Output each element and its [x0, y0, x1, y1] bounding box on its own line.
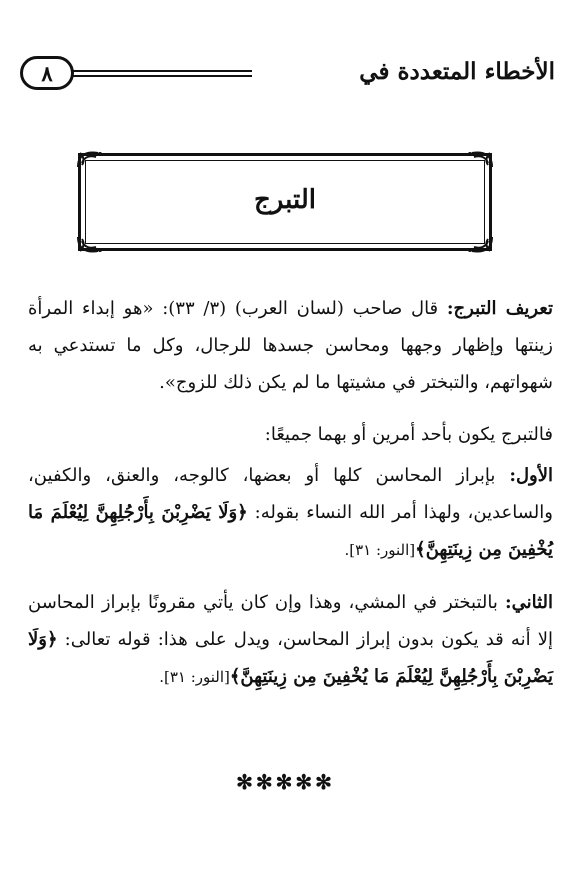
paragraph-second: [28, 584, 553, 696]
page-number: ٨: [20, 56, 74, 90]
paragraph-intro: [28, 416, 553, 453]
paragraph-first: [28, 457, 553, 569]
verse-reference: [النور: ٣١].: [159, 668, 230, 686]
paragraph-definition: [28, 290, 553, 401]
body-text: [28, 290, 553, 711]
verse-reference: [النور: ٣١].: [344, 541, 416, 559]
ornament-corner-icon: [76, 149, 108, 169]
paragraph-text: بإبراز المحاسن كلها أو بعضها، كالوجه، والعنق، والكفين، والساعدين، ولهذا أمر الله النساء بقوله:: [28, 465, 553, 523]
paragraph-text: فالتبرج يكون بأحد أمرين أو بهما جميعًا:: [264, 424, 553, 445]
quran-verse: ﴿وَلَا يَضْرِبْنَ بِأَرْجُلِهِنَّ لِيُعْلَمَ مَا يُخْفِينَ مِن زِينَتِهِنَّ﴾: [28, 502, 553, 560]
section-title-frame: [78, 153, 492, 251]
paragraph-text: بالتبختر في المشي، وهذا وإن كان يأتي مقرونًا بإبراز المحاسن إلا أنه قد يكون بدون إبراز المحاسن، ويدل على هذا: قوله تعالى:: [28, 592, 553, 650]
running-title: الأخطاء المتعددة في: [359, 58, 555, 85]
running-header: [20, 56, 555, 96]
header-rule: [72, 75, 252, 77]
ornament-corner-icon: [462, 149, 494, 169]
section-separator: ✻✻✻✻✻: [236, 770, 335, 794]
ornament-corner-icon: [76, 235, 108, 255]
paragraph-text: قال صاحب (لسان العرب) (٣/ ٣٣): «هو إبداء المرأة زينتها وإظهار وجهها ومحاسن جسدها للرجال، وكل ما تستدعي به شهواتهم، والتبختر في مشيتها ما لم يكن ذلك للزوج».: [28, 298, 553, 393]
section-title: التبرج: [254, 185, 316, 215]
header-rule: [72, 70, 252, 72]
ornament-corner-icon: [462, 235, 494, 255]
quran-verse: ﴿وَلَا يَضْرِبْنَ بِأَرْجُلِهِنَّ لِيُعْلَمَ مَا يُخْفِينَ مِن زِينَتِهِنَّ﴾: [28, 629, 553, 687]
paragraph-label: الأول:: [509, 465, 553, 486]
paragraph-label: تعريف التبرج:: [446, 298, 553, 319]
paragraph-label: الثاني:: [504, 592, 553, 613]
